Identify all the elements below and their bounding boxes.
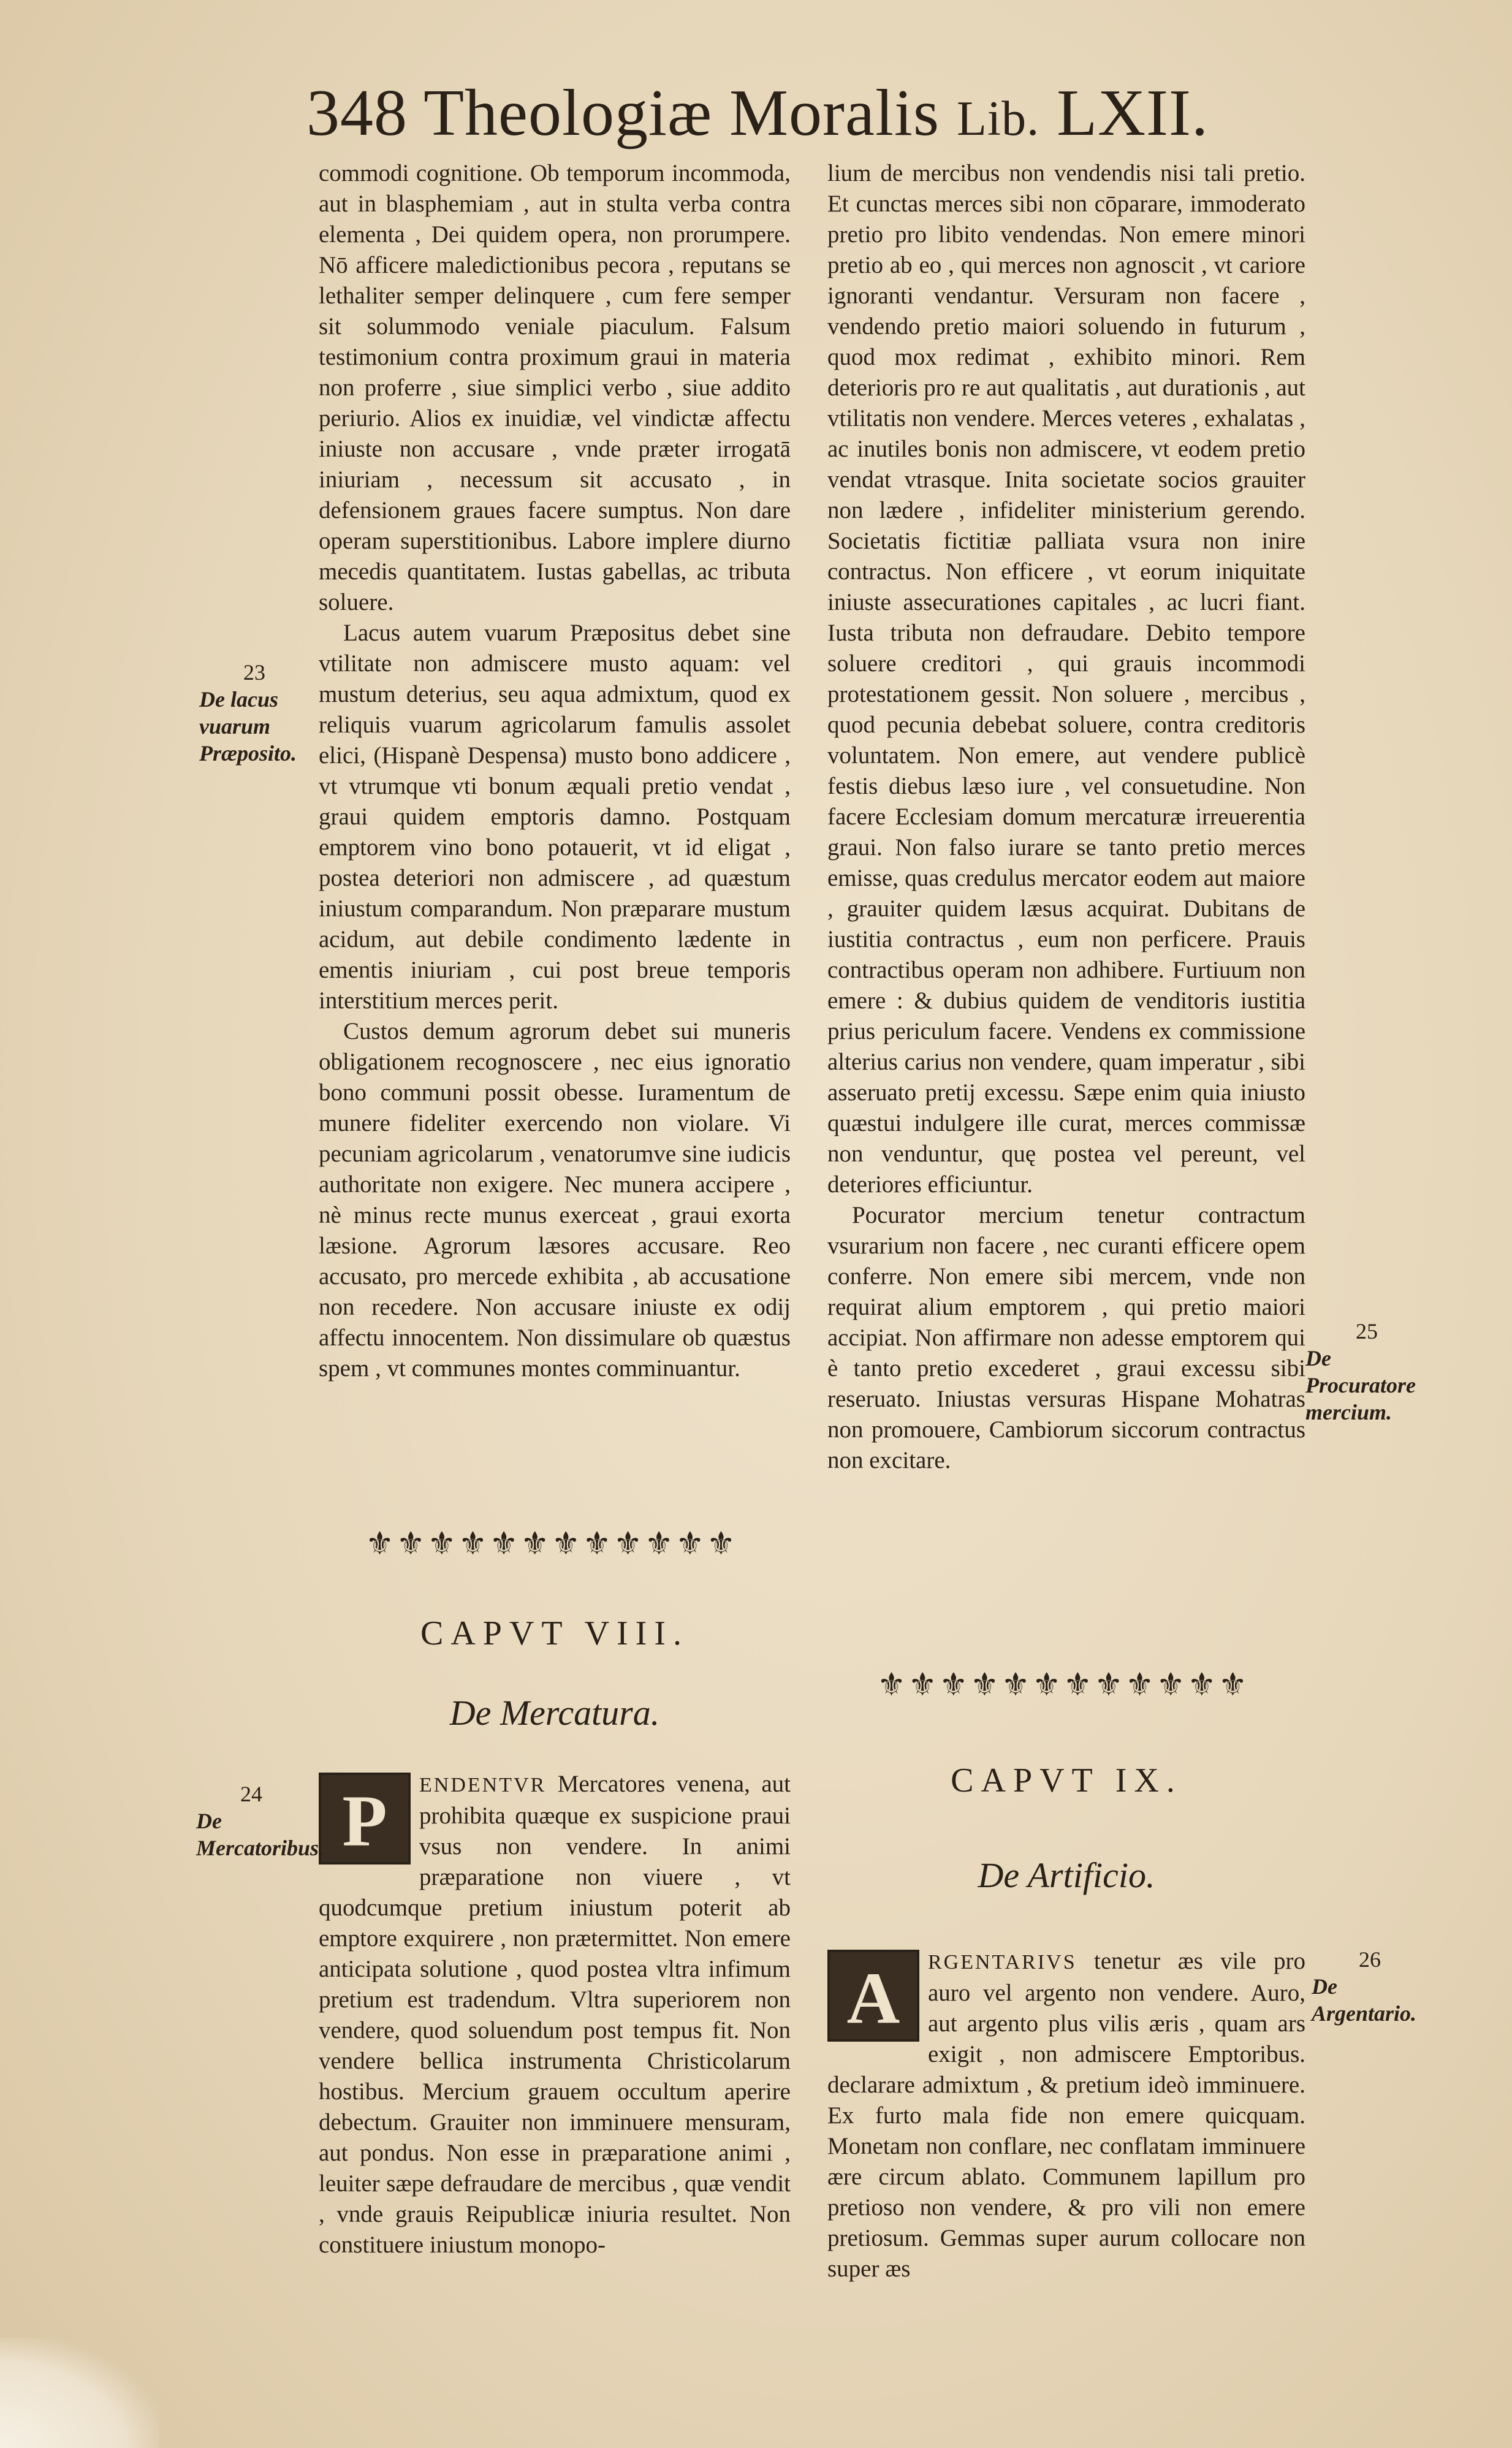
paragraph: commodi cognitione. Ob temporum incommoda, aut in blasphemiam , aut in stulta verba contra elementa , Dei quidem opera, non prorumpere. Nō afficere maledictionibus pecora , reputans se lethaliter semper delinquere , cum fere semper sit solummodo veniale piaculum. Falsum testimonium contra proximum graui in materia non proferre , siue simplici verbo , siue addito periurio. Alios ex inuidiæ, vel vindictæ affectu iniuste non accusare , vnde præter irrogatā iniuriam , necessum sit accusato , in defensionem graues facere sumptus. Non dare operam superstitionibus. Labore implere diurno mecedis quantitatem. Iustas gabellas, ac tributa soluere. <box>319 160 791 615</box>
page-header <box>306 74 1226 153</box>
chapter-title: CAPVT VIII. <box>420 1614 689 1652</box>
margin-note-number: 24 <box>240 1782 262 1806</box>
lib-label: Lib. <box>957 92 1040 146</box>
margin-note <box>196 1781 325 1861</box>
paragraph: Lacus autem vuarum Præpositus debet sine vtilitate non admiscere musto aquam: vel mustum deterius, seu aqua admixtum, quod ex reliquis vuarum agricolarum famulis assolet elici, (Hispanè Despensa) musto bono addicere , vt vtrumque vti bonum æquali pretio vendat , graui quidem emptoris damno. Postquam emptorem vino bono potauerit, vt id eligat , postea deteriori non admiscere , ad quæstum iniustum comparandum. Non præparare mustum acidum, aut debile condimento lædente in ementis iniuriam , cui post breue temporis interstitium merces perit. <box>319 620 791 1014</box>
paragraph: Custos demum agrorum debet sui muneris obligationem recognoscere , nec eius ignoratio bono communi possit obesse. Iuramentum de munere fideliter exercendo non violare. Vi pecuniam agricolarum , venatorumve sine iudicis authoritate non exigere. Nec munera accipere , nè minus recte munus exerceat , graui exorta læsione. Agrorum læsores accusare. Reo accusato, pro mercede exhibita , ab accusatione non recedere. Non accusare iniuste ex odij affectu innocentem. Non dissimulare ob quæstus spem , vt communes montes comminuantur. <box>319 1018 791 1382</box>
left-column-lower <box>319 1769 791 2260</box>
margin-note <box>1312 1946 1428 2027</box>
paragraph-text: Mercatores venena, aut prohibita quæque ex suspicione praui vsus non vendere. In animi præparatione non viuere , vt quodcumque pretium iniustum poterit ab emptore exquirere , non prætermittet. Non emere anticipata solutione , quod postea vltra infimum pretium est tradendum. Vltra superiorem non vendere, quod soluendum post tempus fit. Non vendere bellica instrumenta Christicolarum hostibus. Mercium grauem occultum aperire debectum. Grauiter non imminuere mensuram, aut pondus. Non esse in præparatione animi , leuiter sæpe defraudare de mercibus , quæ vendit , vnde grauis Reipublicæ iniuria resultet. Non constituere iniustum monopo- <box>319 1771 791 2258</box>
page-number: 348 <box>306 77 408 150</box>
lead-word: ENDENTVR <box>419 1774 547 1796</box>
right-column-lower <box>827 1946 1305 2284</box>
ornament-divider: ⚜⚜⚜⚜⚜⚜⚜⚜⚜⚜⚜⚜ <box>365 1527 738 1562</box>
margin-note-text: De Mercatoribus. <box>196 1809 325 1860</box>
chapter-subtitle: De Artificio. <box>978 1855 1155 1895</box>
margin-note-number: 25 <box>1356 1319 1378 1344</box>
chapter-title: CAPVT IX. <box>951 1762 1182 1800</box>
ornament-divider: ⚜⚜⚜⚜⚜⚜⚜⚜⚜⚜⚜⚜ <box>877 1668 1250 1703</box>
margin-note-number: 23 <box>243 660 265 685</box>
margin-note-text: De Procuratore mercium. <box>1305 1346 1416 1424</box>
dropcap-initial: A <box>827 1950 919 2042</box>
margin-note <box>1305 1318 1428 1426</box>
paper-corner-highlight <box>0 2338 159 2448</box>
lib-number: LXII. <box>1057 77 1209 150</box>
dropcap-initial: P <box>319 1773 411 1865</box>
margin-note <box>199 659 310 767</box>
left-column-upper <box>319 158 791 1384</box>
margin-note-text: De Argentario. <box>1312 1974 1417 2026</box>
lead-word: RGENTARIVS <box>928 1951 1077 1974</box>
paragraph-text: tenetur æs vile pro auro vel argento non vendere. Auro, aut argento plus vilis æris , quam ars exigit , non admiscere Emptoribus. declarare admixtum , & pretium ideò imminuere. Ex furto mala fide non emere quicquam. Monetam non conflare, nec conflatam imminuere ære circum ablato. Communem lapillum pro pretioso non vendere, & pro vili non emere pretiosum. Gemmas super aurum collocare non super æs <box>827 1948 1305 2282</box>
margin-note-number: 26 <box>1359 1947 1381 1972</box>
chapter-subtitle: De Mercatura. <box>449 1693 660 1733</box>
right-column-upper <box>827 158 1305 1476</box>
margin-note-text: De lacus vuarum Præposito. <box>199 687 297 766</box>
running-title: Theologiæ Moralis <box>424 77 940 150</box>
paragraph: Pocurator mercium tenetur contractum vsurarium non facere , nec curanti efficere opem conferre. Non emere sibi mercem, vnde non requirat alium emptorem , qui pretio maiori accipiat. Non affirmare non adesse emptorem qui è tanto pretio excederet , graui excessu sibi reseruato. Iniustas versuras Hispane Mohatras non promouere, Cambiorum siccorum contractus non excitare. <box>827 1202 1305 1473</box>
paragraph: lium de mercibus non vendendis nisi tali pretio. Et cunctas merces sibi non cōparare, immoderato pretio pro libito vendendas. Non emere minori pretio ab eo , qui merces non agnoscit , vt cariore ignoranti vendantur. Versuram non facere , vendendo pretio maiori soluendo in futurum , quod mox redimat , exhibito minori. Rem deterioris pro re aut qualitatis , aut durationis , aut vtilitatis non vendere. Merces veteres , exhalatas , ac inutiles bonis non admiscere, vt eodem pretio vendat vtrasque. Inita societate socios grauiter non lædere , infideliter ministerium gerendo. Societatis fictitiæ palliata vsura non inire contractus. Non efficere , vt eorum iniquitate iniuste assecurationes capitales , ac lucri fiant. Iusta tributa non defraudare. Debito tempore soluere creditori , qui grauis incommodi protestationem gessit. Non soluere , mercibus , quod pecunia debebat soluere, contra creditoris voluntatem. Non emere, aut vendere publicè festis diebus læso iure , vel consuetudine. Non facere Ecclesiam domum mercaturæ irreuerentia graui. Non falso iurare se tanto pretio merces emisse, quas credulus mercator eodem aut maiore , grauiter quidem læsus acquirat. Dubitans de iustitia contractus , eum non perficere. Prauis contractibus operam non adhibere. Furtiuum non emere : & dubius quidem de venditoris iustitia prius periculum facere. Vendens ex commissione alterius carius non vendere, quam imperatur , sibi asseruato pretij excessu. Sæpe enim quia iniusto quæstui indulgere ille curat, merces commissæ non venduntur, quę postea vel pereunt, vel deteriores efficiuntur. <box>827 160 1305 1198</box>
